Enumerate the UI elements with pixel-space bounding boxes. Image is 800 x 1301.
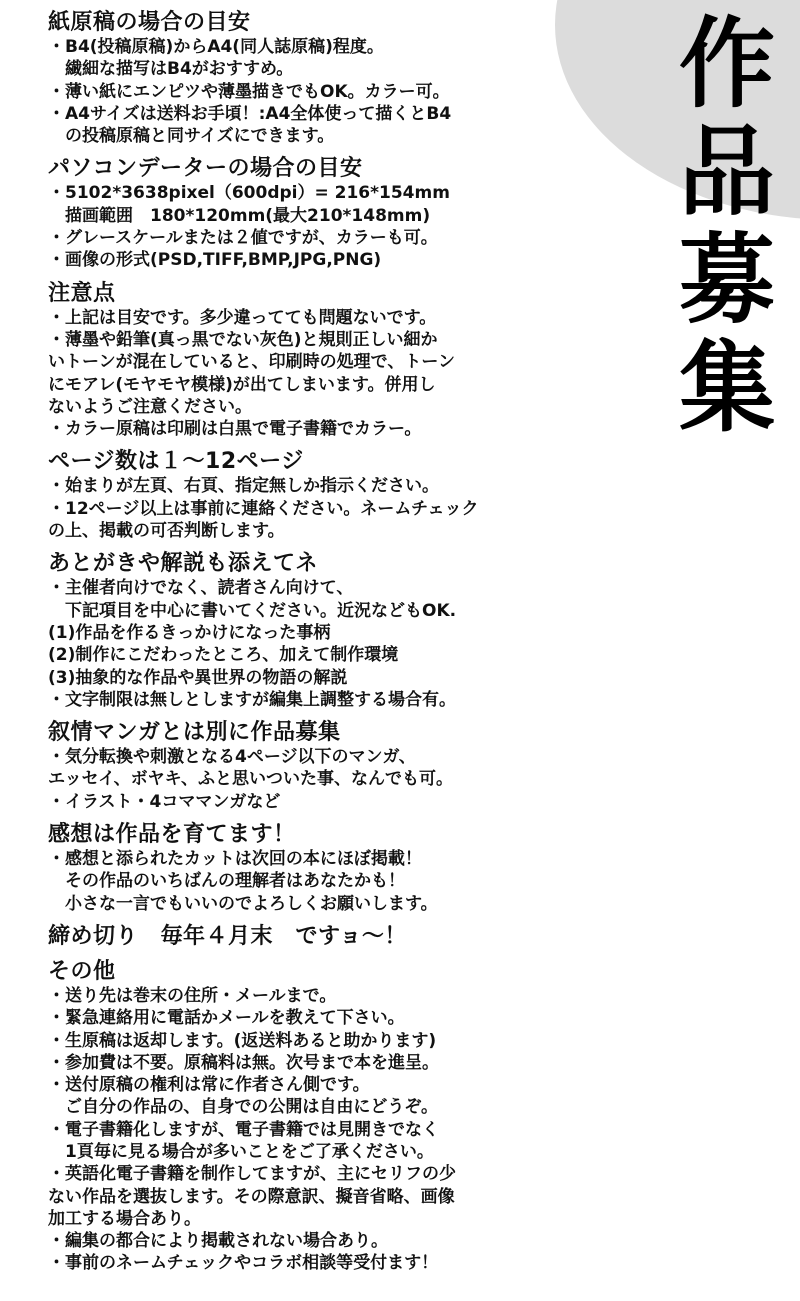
text-line: ・編集の都合により掲載されない場合あり。 xyxy=(48,1231,388,1252)
vertical-title xyxy=(672,6,782,446)
text-line: ない作品を選抜します。その際意訳、擬音省略、画像 xyxy=(48,1186,455,1207)
text-line: にモアレ(モヤモヤ模様)が出てしまいます。併用し xyxy=(48,374,436,395)
text-line: (1)作品を作るきっかけになった事柄 xyxy=(48,622,331,643)
text-line: ・上記は目安です。多少違ってても問題ないです。 xyxy=(48,307,437,328)
title-char: 集 xyxy=(679,330,775,446)
text-line: ・電子書籍化しますが、電子書籍では見開きでなく xyxy=(48,1119,439,1140)
section-page-count xyxy=(48,449,648,542)
text-line: ないようご注意ください。 xyxy=(48,396,252,417)
section-heading: 注意点 xyxy=(48,280,116,306)
section-notes xyxy=(48,281,648,441)
section-heading: その他 xyxy=(48,958,116,984)
text-line: ・画像の形式(PSD,TIFF,BMP,JPG,PNG) xyxy=(48,250,382,271)
text-line: ・12ページ以上は事前に連絡ください。ネームチェック xyxy=(48,498,479,519)
section-heading: ページ数は１～12ページ xyxy=(48,449,304,475)
text-line: ・始まりが左頁、右頁、指定無しか指示ください。 xyxy=(48,476,439,497)
text-line: エッセイ、ボヤキ、ふと思いついた事、なんでも可。 xyxy=(48,769,453,790)
text-line: 小さな一言でもいいのでよろしくお願いします。 xyxy=(48,893,438,914)
text-line: (3)抽象的な作品や異世界の物語の解説 xyxy=(48,667,348,688)
text-line: ・A4サイズは送料お手頃！:A4全体使って描くとB4 xyxy=(48,103,452,124)
text-line: ・送付原稿の権利は常に作者さん側です。 xyxy=(48,1075,370,1096)
text-line: ・文字制限は無しとしますが編集上調整する場合有。 xyxy=(48,689,456,710)
text-line: ・気分転換や刺激となる4ページ以下のマンガ、 xyxy=(48,747,416,768)
text-line: ・B4(投稿原稿)からA4(同人誌原稿)程度。 xyxy=(48,37,384,57)
title-char: 募 xyxy=(679,222,775,338)
text-line: 1頁毎に見る場合が多いことをご了承ください。 xyxy=(48,1141,434,1162)
text-line: ・カラー原稿は印刷は白黒で電子書籍でカラー。 xyxy=(48,419,422,440)
text-line: 繊細な描写はB4がおすすめ。 xyxy=(48,59,294,80)
text-line: ・イラスト・4コママンガなど xyxy=(48,791,281,812)
text-line: ・薄墨や鉛筆(真っ黒でない灰色)と規則正しい細か xyxy=(48,329,438,350)
text-line: ・送り先は巻末の住所・メールまで。 xyxy=(48,985,337,1006)
text-line: ・英語化電子書籍を制作してますが、主にセリフの少 xyxy=(48,1164,456,1185)
text-line: ・主催者向けでなく、読者さん向けて、 xyxy=(48,578,354,599)
section-heading: 叙情マンガとは別に作品募集 xyxy=(48,720,341,746)
guidelines-body xyxy=(48,10,648,1275)
text-line: ・事前のネームチェックやコラボ相談等受付ます！ xyxy=(48,1253,439,1274)
section-heading: 紙原稿の場合の目安 xyxy=(48,10,251,35)
text-line: ・薄い紙にエンピツや薄墨描きでもOK。カラー可。 xyxy=(48,81,450,102)
text-line: ・参加費は不要。原稿料は無。次号まで本を進呈。 xyxy=(48,1052,439,1073)
text-line: ・緊急連絡用に電話かメールを教えて下さい。 xyxy=(48,1008,405,1029)
text-line: ・感想と添られたカットは次回の本にほぼ掲載！ xyxy=(48,849,422,870)
section-other-works xyxy=(48,720,648,813)
text-line: いトーンが混在していると、印刷時の処理で、トーン xyxy=(48,352,455,373)
section-paper-manuscript xyxy=(48,10,648,147)
text-line: ・生原稿は返却します。(返送料あると助かります) xyxy=(48,1030,437,1051)
section-heading: パソコンデーターの場合の目安 xyxy=(48,156,363,182)
text-line: ・5102*3638pixel（600dpi）= 216*154mm xyxy=(48,183,450,204)
title-char: 品 xyxy=(679,114,775,230)
text-line: 描画範囲 180*120mm(最大210*148mm) xyxy=(48,205,431,226)
section-feedback xyxy=(48,822,648,915)
deadline-heading: 締め切り 毎年４月末 ですョ～！ xyxy=(48,923,407,949)
text-line: 加工する場合あり。 xyxy=(48,1208,201,1229)
text-line: の上、掲載の可否判断します。 xyxy=(48,521,285,542)
text-line: (2)制作にこだわったところ、加えて制作環境 xyxy=(48,645,399,666)
text-line: ご自分の作品の、自身での公開は自由にどうぞ。 xyxy=(48,1097,438,1118)
section-pc-data xyxy=(48,156,648,271)
text-line: の投稿原稿と同サイズにできます。 xyxy=(48,126,335,147)
section-heading: 感想は作品を育てます！ xyxy=(48,822,296,848)
text-line: 下記項目を中心に書いてください。近況などもOK. xyxy=(48,600,457,621)
section-deadline xyxy=(48,924,648,950)
section-misc xyxy=(48,959,648,1275)
section-afterword xyxy=(48,551,648,711)
text-line: その作品のいちばんの理解者はあなたかも！ xyxy=(48,871,405,892)
section-heading: あとがきや解説も添えてネ xyxy=(48,551,319,577)
title-char: 作 xyxy=(679,6,775,122)
text-line: ・グレースケールまたは２値ですが、カラーも可。 xyxy=(48,228,438,249)
